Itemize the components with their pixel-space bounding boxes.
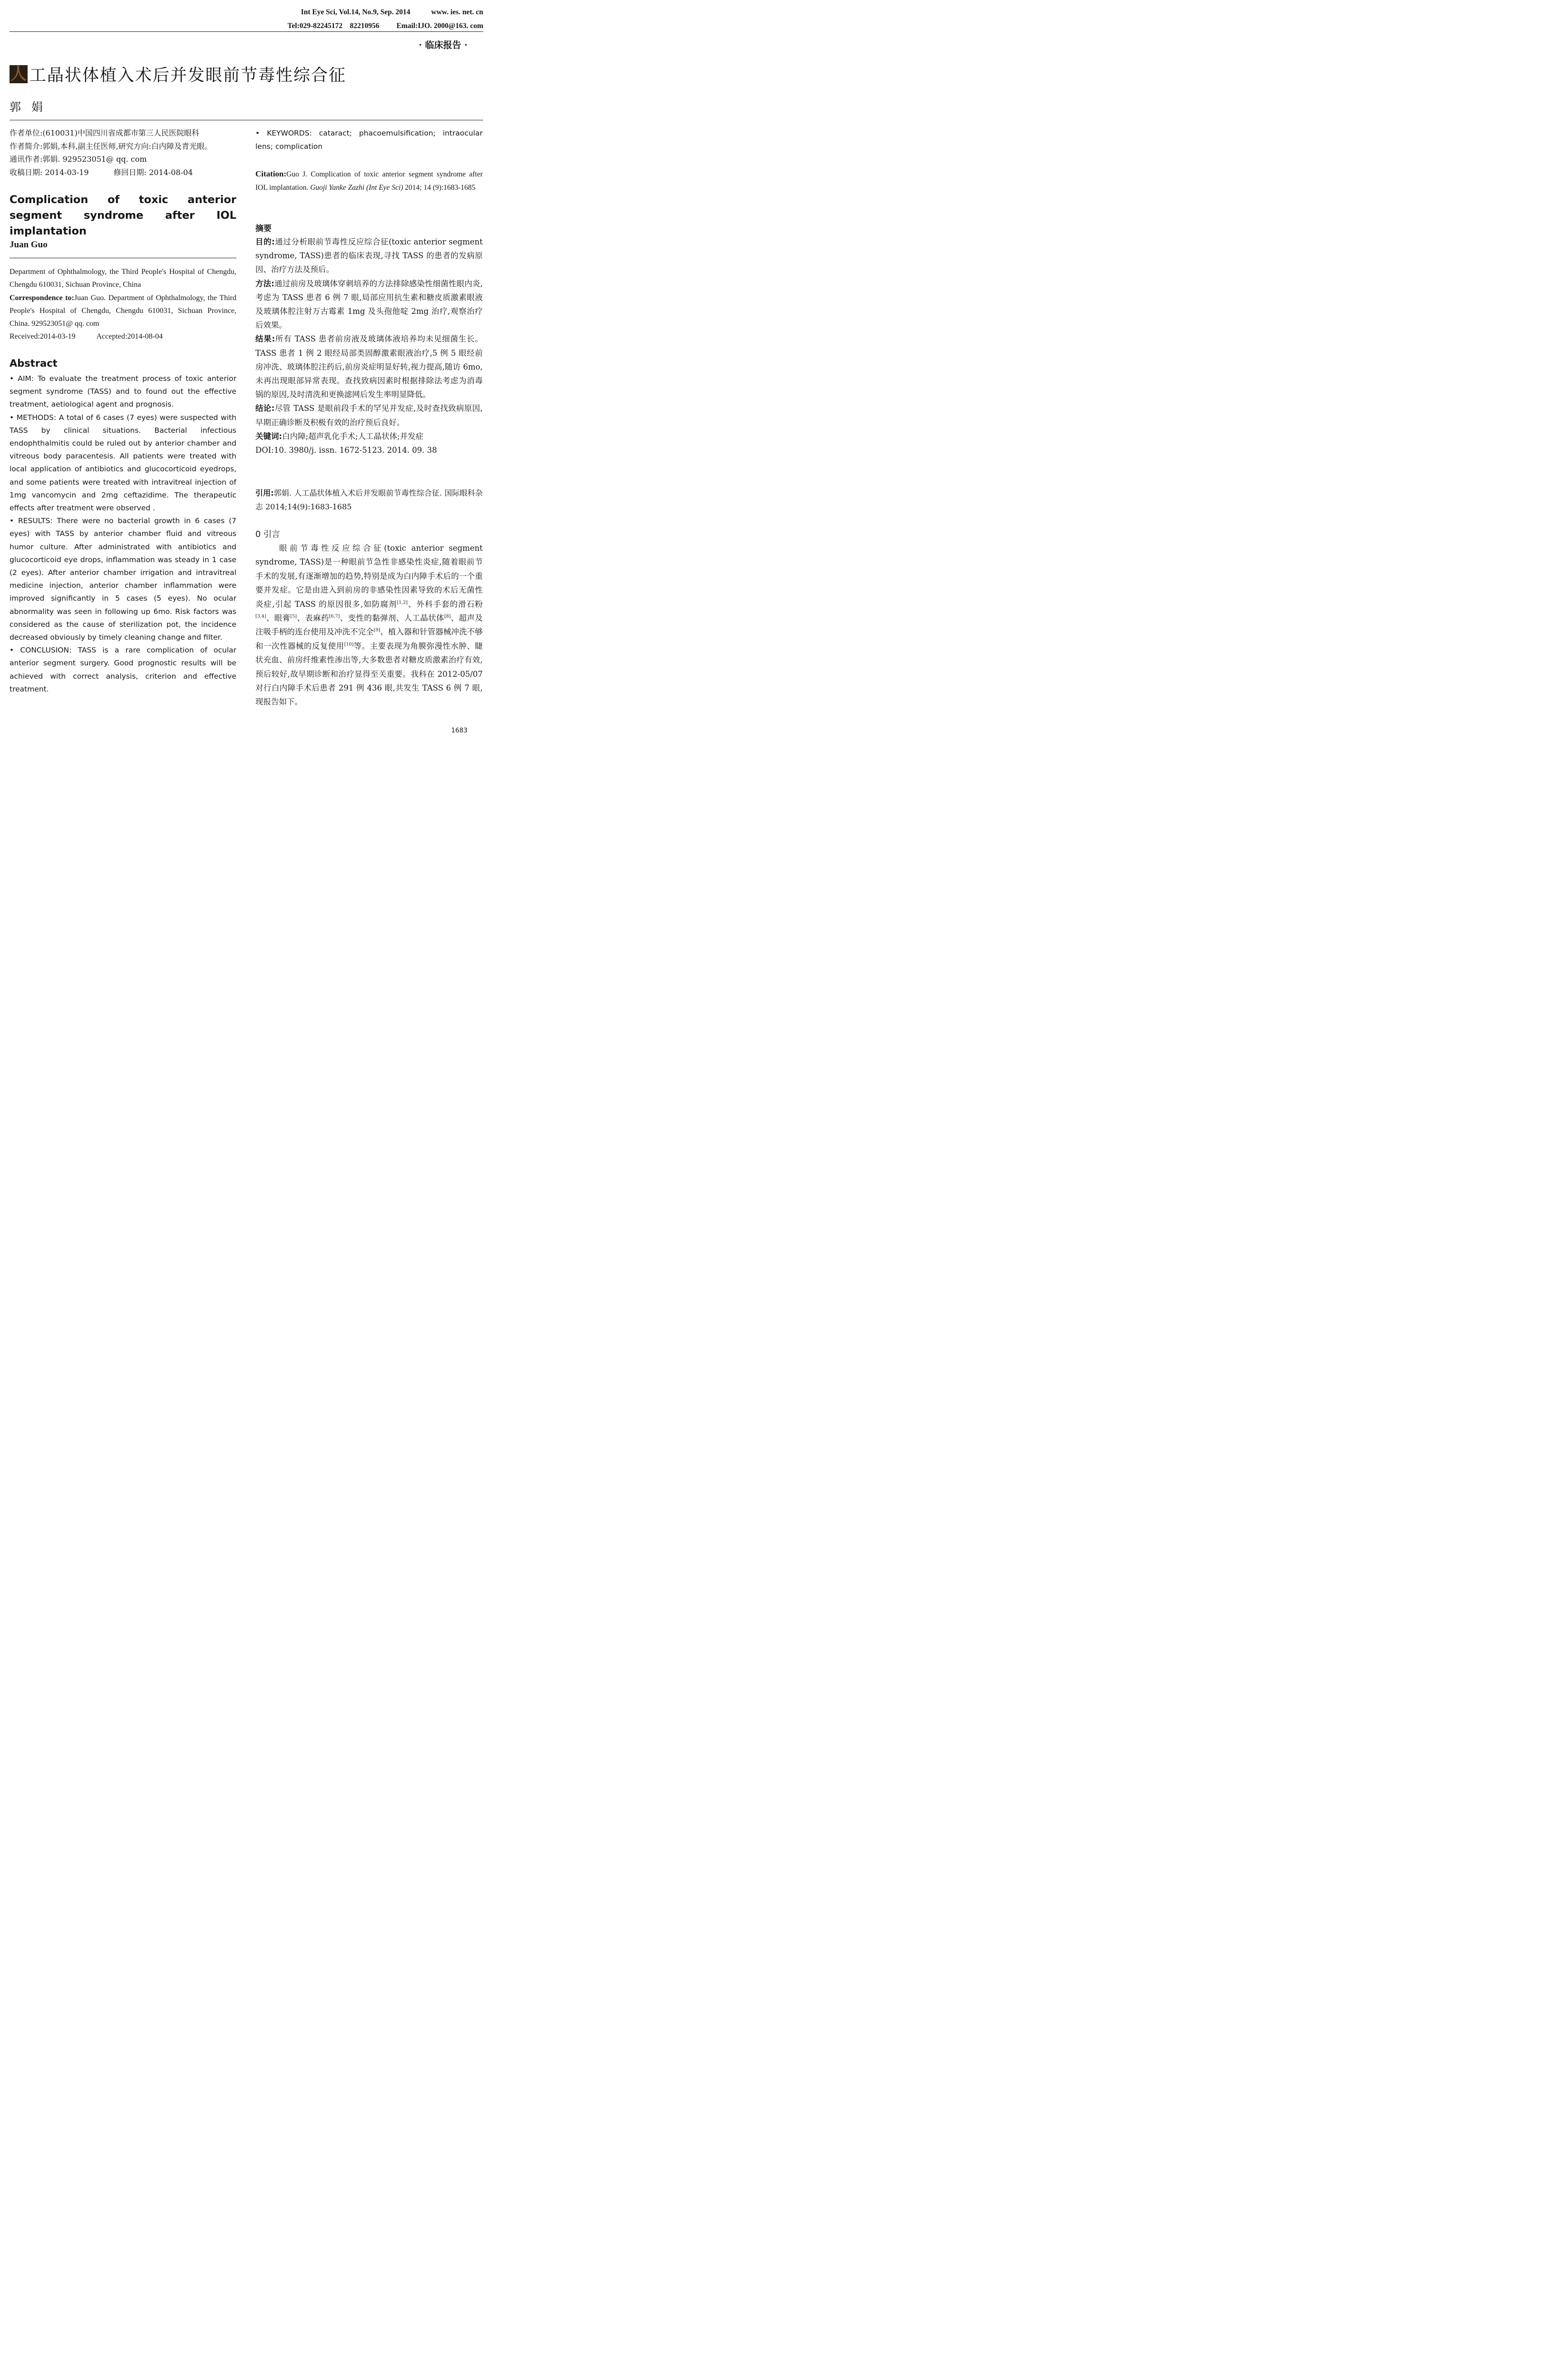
cn-keywords: 关键词:白内障;超声乳化手术;人工晶状体;并发症 [255,431,424,441]
received-date: 收稿日期: 2014-03-19 [10,167,89,177]
ref-10[interactable]: [10] [344,642,354,647]
author-unit: 作者单位:(610031)中国四川省成都市第三人民医院眼科 [10,128,199,137]
article-category: · 临床报告 · [419,40,467,50]
ref-6-7[interactable]: [6,7] [329,614,340,619]
cn-methods: 方法:通过前房及玻璃体穿刺培养的方法排除感染性细菌性眼内炎,考虑为 TASS 患者 6 例 7 眼,局部应用抗生素和糖皮质激素眼液及玻璃体腔注射万古霉素 1mg 及头孢他啶 2mg 治疗,观察治疗后效果。 [255,279,483,330]
page-number: 1683 [451,727,467,734]
header-row-1 [301,8,483,17]
ref-1-2[interactable]: [1,2] [397,600,408,605]
abstract-results: • RESULTS: There were no bacterial growth in 6 cases (7 eyes) with TASS by anterior chamber fluid and vitreous humor culture. After administrated with antibiotics and glucocorticoid eye drops, inflammation was steady in 1 case (2 eyes). After anterior chamber irrigation and intravitreal medicine injection, anterior chamber inflammation were improved significantly in 5 cases (5 eyes). No ocular abnormality was seen in following up 6mo. Risk factors was considered as the cause of sterilization pot, the incidence decreased obviously by timely cleaning change and filter. [10,516,236,642]
article-title [10,63,346,85]
cn-abstract-heading: 摘要 [255,224,272,234]
cn-citation [255,486,483,514]
title-initial-glyph: 人 [10,65,27,83]
revised-date: 修回日期: 2014-08-04 [113,167,193,177]
department: Department of Ophthalmology, the Third People's Hospital of Chengdu, Chengdu 610031, Sichuan Province, China [10,268,236,289]
cn-objective: 目的:通过分析眼前节毒性反应综合征(toxic anterior segment syndrome, TASS)患者的临床表现,寻找 TASS 的患者的发病原因、治疗方法及预后。 [255,237,483,274]
author-info [10,127,238,179]
citation-label: Citation: [255,169,287,178]
cn-citation-text: 郭娟. 人工晶状体植入术后并发眼前节毒性综合征. 国际眼科杂志 2014;14(9):1683-1685 [255,488,483,511]
cn-results: 结果:所有 TASS 患者前房液及玻璃体液培养均未见细菌生长。TASS 患者 1 例 2 眼经局部类固醇激素眼液治疗,5 例 5 眼经前房冲洗、玻璃体腔注药后,前房炎症明显好转,视力提高,随访 6mo,未再出现眼部异常表现。查找致病因素时根据排除法考虑为消毒锅的原因,及时清洗和更换滤网后发生率明显降低。 [255,334,483,399]
cn-citation-label: 引用: [255,488,274,497]
affiliation-block [10,265,236,343]
abstract-heading: Abstract [10,358,58,369]
citation [255,167,483,195]
intro-heading: 0 引言 [255,530,280,539]
journal-tel: Tel:029-82245172 82210956 [287,22,380,30]
citation-text-1: Guo J. Complication of toxic anterior segment syndrome after IOL implantation. [255,170,483,192]
ref-8[interactable]: [8] [444,614,451,619]
abstract-aim: • AIM: To evaluate the treatment process of toxic anterior segment syndrome (TASS) and to found out the effective treatment, aetiological agent and prognosis. [10,374,236,409]
received-en: Received:2014-03-19 [10,332,76,341]
cn-conclusion: 结论:尽管 TASS 是眼前段手术的罕见并发症,及时查找致病原因,早期正确诊断及积极有效的治疗预后良好。 [255,404,483,427]
author-cn: 郭娟 [10,100,53,114]
journal-citation: Int Eye Sci, Vol.14, No.9, Sep. 2014 [301,8,410,16]
intro-body [255,541,483,709]
dates-line [10,166,238,179]
abstract-body [10,372,236,696]
intro-paragraph: 眼前节毒性反应综合征(toxic anterior segment syndrome, TASS)是一种眼前节急性非感染性炎症,随着眼前节手术的发展,有逐渐增加的趋势,特别是成为白内障手术后的一个重要并发症。它是由进入到前房的非感染性因素导致的术后无菌性炎症,引起 TASS 的原因很多,如防腐剂[1,2]、外科手套的滑石粉[3,4]、眼膏[5]、表麻药[6,7]、变性的黏弹剂、人工晶状体[8]、超声及注吸手柄的连台使用及冲洗不完全[9]、植入器和针管器械冲洗不够和一次性器械的反复使用[10]等。主要表现为角膜弥漫性水肿、睫状充血、前房纤维素性渗出等,大多数患者对糖皮质激素治疗有效,预后较好,故早期诊断和治疗显得至关重要。我科在 2012-05/07 对行白内障手术后患者 291 例 436 眼,共发生 TASS 6 例 7 眼,现报告如下。 [255,544,483,707]
ref-3-4[interactable]: [3,4] [255,614,266,619]
keywords-en: • KEYWORDS: cataract; phacoemulsification; intraocular lens; complication [255,129,483,151]
doi[interactable]: DOI:10. 3980/j. issn. 1672-5123. 2014. 09. 38 [255,446,437,455]
cn-abstract-body [255,235,483,457]
accepted-en: Accepted:2014-08-04 [96,332,163,341]
ref-9[interactable]: [9] [373,627,380,633]
journal-website[interactable]: www. ies. net. cn [431,8,483,16]
journal-header [10,7,483,32]
citation-journal: Guoji Yanke Zazhi (Int Eye Sci) [310,184,403,192]
english-author: Juan Guo [10,240,48,250]
english-title: Complication of toxic anterior segment syndrome after IOL implantation [10,194,236,237]
journal-email[interactable]: Email:IJO. 2000@163. com [396,22,483,30]
abstract-conclusion: • CONCLUSION: TASS is a rare complication of ocular anterior segment surgery. Good prognostic results will be achieved with correct analysis, criterion and effective treatment. [10,646,236,693]
author-bio: 作者简介:郭娟,本科,副主任医师,研究方向:白内障及青光眼。 [10,141,213,151]
header-row-2 [287,20,483,30]
abstract-methods: • METHODS: A total of 6 cases (7 eyes) were suspected with TASS by clinical situations. Bacterial infectious endophthalmitis could be ruled out by anterior chamber and vitreous body paracentesis. All patients were treated with local application of antibiotics and glucocorticoid eyedrops, and some patients were treated with intravitreal injection of 1mg vancomycin and 2mg ceftazidime. The therapeutic effects after treatment were observed . [10,413,236,513]
corresponding-author: 通讯作者:郭娟. 929523051@ qq. com [10,155,147,164]
title-text: 工晶状体植入术后并发眼前节毒性综合征 [29,66,347,85]
ref-5[interactable]: [5] [290,614,297,619]
citation-text-2: 2014; 14 (9):1683-1685 [405,184,476,192]
correspondence-label: Correspondence to: [10,293,74,302]
correspondence: Juan Guo. Department of Ophthalmology, the Third People's Hospital of Chengdu, Chengdu 610031, Sichuan Province, China. 929523051@ qq. com [10,293,237,328]
